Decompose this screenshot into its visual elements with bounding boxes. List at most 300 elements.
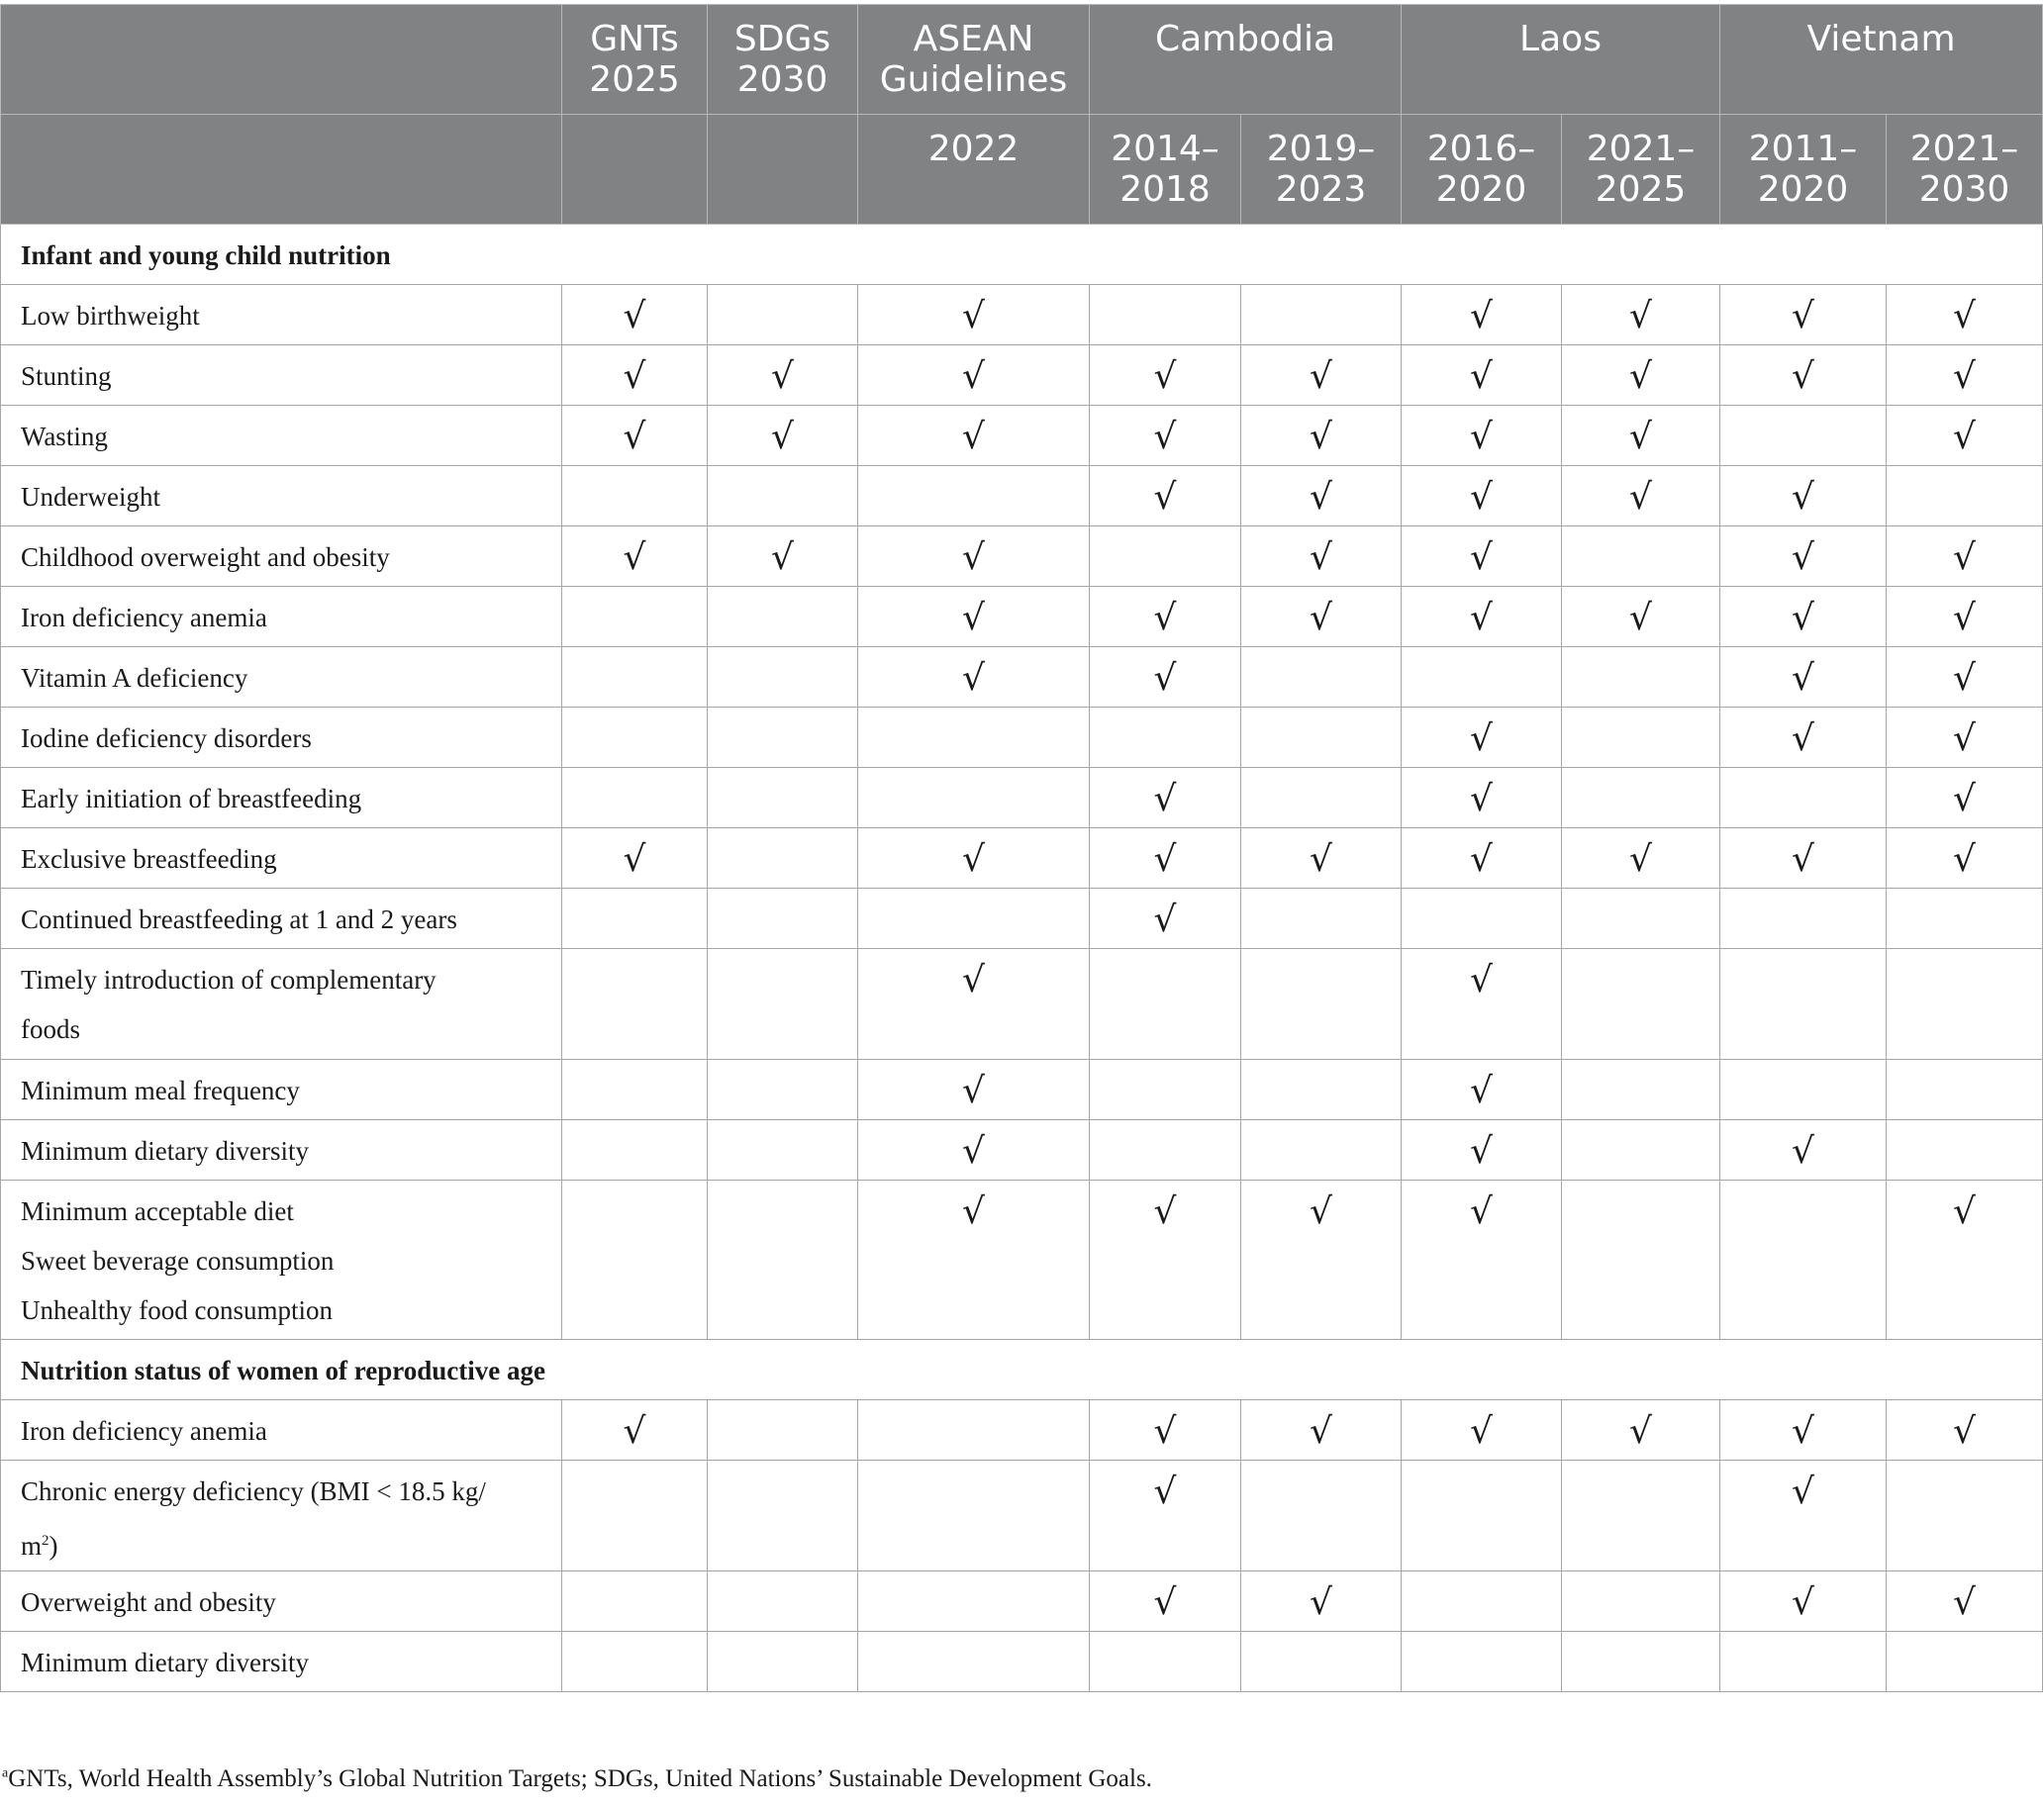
- table-row: [1, 828, 2043, 889]
- check-mark-cell: [1720, 285, 1887, 345]
- header-year-vietnam-1: 2011– 2020: [1720, 115, 1887, 225]
- empty-cell: [562, 1461, 708, 1571]
- check-mark-cell: [1090, 647, 1241, 708]
- check-mark-cell: [1887, 1571, 2043, 1632]
- check-mark-cell: [1887, 345, 2043, 406]
- check-mark-icon: √: [1310, 598, 1332, 638]
- empty-cell: [1562, 768, 1720, 828]
- check-mark-icon: √: [1792, 1582, 1814, 1623]
- check-mark-cell: [1720, 708, 1887, 768]
- empty-cell: [1720, 1181, 1887, 1340]
- check-mark-icon: √: [1953, 658, 1976, 699]
- empty-cell: [708, 285, 858, 345]
- check-mark-icon: √: [1310, 477, 1332, 518]
- check-mark-cell: [1241, 1400, 1402, 1461]
- check-mark-icon: √: [1953, 598, 1976, 638]
- empty-cell: [1887, 889, 2043, 949]
- check-mark-icon: √: [1310, 1582, 1332, 1623]
- table-row: [1, 587, 2043, 647]
- empty-cell: [708, 1571, 858, 1632]
- empty-cell: [1402, 889, 1562, 949]
- check-mark-cell: [1720, 466, 1887, 526]
- check-mark-icon: √: [1953, 1191, 1976, 1232]
- check-mark-cell: [562, 406, 708, 466]
- check-mark-icon: √: [1153, 1411, 1177, 1452]
- empty-cell: [1090, 285, 1241, 345]
- check-mark-icon: √: [1470, 1131, 1493, 1172]
- check-mark-icon: √: [623, 537, 646, 578]
- empty-cell: [562, 708, 708, 768]
- check-mark-icon: √: [1792, 1131, 1814, 1172]
- check-mark-icon: √: [1629, 1411, 1652, 1452]
- check-mark-icon: √: [1629, 417, 1652, 457]
- row-label: Iron deficiency anemia: [1, 587, 562, 647]
- check-mark-icon: √: [1470, 779, 1493, 819]
- table-row: [1, 647, 2043, 708]
- check-mark-cell: [1402, 526, 1562, 587]
- check-mark-cell: [858, 345, 1090, 406]
- empty-cell: [708, 1632, 858, 1692]
- check-mark-icon: √: [1153, 356, 1177, 397]
- check-mark-cell: [1562, 406, 1720, 466]
- check-mark-icon: √: [1470, 537, 1493, 578]
- check-mark-icon: √: [1153, 477, 1177, 518]
- header-year-laos-1: 2016– 2020: [1402, 115, 1562, 225]
- empty-cell: [1562, 1571, 1720, 1632]
- check-mark-cell: [1720, 828, 1887, 889]
- check-mark-cell: [1402, 285, 1562, 345]
- check-mark-cell: [1562, 1400, 1720, 1461]
- table-header: [1, 5, 2043, 225]
- row-label: Iodine deficiency disorders: [1, 708, 562, 768]
- empty-cell: [1887, 1632, 2043, 1692]
- header-empty-cell: [562, 115, 708, 225]
- check-mark-cell: [1887, 587, 2043, 647]
- check-mark-icon: √: [962, 598, 985, 638]
- check-mark-icon: √: [1629, 598, 1652, 638]
- check-mark-icon: √: [1792, 537, 1814, 578]
- check-mark-icon: √: [1310, 537, 1332, 578]
- empty-cell: [1402, 1461, 1562, 1571]
- check-mark-icon: √: [1310, 356, 1332, 397]
- check-mark-cell: [1090, 1181, 1241, 1340]
- check-mark-cell: [1402, 466, 1562, 526]
- empty-cell: [562, 466, 708, 526]
- check-mark-icon: √: [1470, 477, 1493, 518]
- row-label: Minimum dietary diversity: [1, 1120, 562, 1181]
- empty-cell: [708, 1181, 858, 1340]
- check-mark-icon: √: [623, 417, 646, 457]
- row-label: Exclusive breastfeeding: [1, 828, 562, 889]
- check-mark-icon: √: [1310, 1411, 1332, 1452]
- check-mark-icon: √: [962, 1071, 985, 1111]
- check-mark-cell: [1090, 1400, 1241, 1461]
- check-mark-cell: [1887, 708, 2043, 768]
- empty-cell: [1241, 768, 1402, 828]
- header-empty-cell: [708, 115, 858, 225]
- check-mark-icon: √: [1153, 1191, 1177, 1232]
- check-mark-cell: [1402, 1120, 1562, 1181]
- row-label: [1, 1461, 562, 1571]
- check-mark-icon: √: [1470, 356, 1493, 397]
- empty-cell: [562, 1571, 708, 1632]
- table-row: [1, 1060, 2043, 1120]
- empty-cell: [1241, 1632, 1402, 1692]
- empty-cell: [1887, 1060, 2043, 1120]
- check-mark-cell: [1562, 345, 1720, 406]
- row-label: [1, 949, 562, 1060]
- check-mark-icon: √: [1153, 598, 1177, 638]
- empty-cell: [1887, 1120, 2043, 1181]
- empty-cell: [1562, 647, 1720, 708]
- empty-cell: [1090, 1120, 1241, 1181]
- check-mark-icon: √: [771, 537, 794, 578]
- empty-cell: [1402, 1632, 1562, 1692]
- row-label-superscript: 2: [42, 1533, 49, 1549]
- check-mark-cell: [1090, 587, 1241, 647]
- check-mark-cell: [1402, 768, 1562, 828]
- check-mark-icon: √: [1792, 839, 1814, 880]
- empty-cell: [708, 828, 858, 889]
- check-mark-cell: [1241, 406, 1402, 466]
- check-mark-icon: √: [1792, 477, 1814, 518]
- check-mark-icon: √: [962, 417, 985, 457]
- check-mark-icon: √: [1953, 1582, 1976, 1623]
- header-laos: Laos: [1402, 5, 1720, 115]
- check-mark-icon: √: [1153, 658, 1177, 699]
- table-row: [1, 949, 2043, 1060]
- check-mark-icon: √: [1792, 1411, 1814, 1452]
- row-label-line: [21, 1516, 561, 1570]
- empty-cell: [1402, 1571, 1562, 1632]
- row-label: Early initiation of breastfeeding: [1, 768, 562, 828]
- check-mark-icon: √: [1153, 900, 1177, 940]
- check-mark-cell: [1887, 1181, 2043, 1340]
- check-mark-cell: [1562, 285, 1720, 345]
- check-mark-icon: √: [1470, 1071, 1493, 1111]
- check-mark-icon: √: [1629, 477, 1652, 518]
- table-row: [1, 406, 2043, 466]
- check-mark-icon: √: [1953, 779, 1976, 819]
- table-row: [1, 466, 2043, 526]
- check-mark-cell: [1090, 406, 1241, 466]
- check-mark-cell: [858, 828, 1090, 889]
- check-mark-cell: [1562, 466, 1720, 526]
- check-mark-icon: √: [771, 417, 794, 457]
- check-mark-icon: √: [1953, 718, 1976, 759]
- row-label: Underweight: [1, 466, 562, 526]
- check-mark-cell: [1402, 708, 1562, 768]
- check-mark-cell: [1720, 345, 1887, 406]
- check-mark-cell: [1887, 1400, 2043, 1461]
- check-mark-icon: √: [1153, 779, 1177, 819]
- check-mark-icon: √: [1629, 356, 1652, 397]
- check-mark-cell: [1241, 526, 1402, 587]
- check-mark-cell: [1887, 828, 2043, 889]
- header-asean: ASEAN Guidelines: [858, 5, 1090, 115]
- check-mark-icon: √: [962, 658, 985, 699]
- empty-cell: [1241, 1120, 1402, 1181]
- table-row: [1, 1571, 2043, 1632]
- check-mark-cell: [1402, 1181, 1562, 1340]
- check-mark-icon: √: [1310, 1191, 1332, 1232]
- check-mark-icon: √: [1953, 296, 1976, 336]
- check-mark-icon: √: [1953, 537, 1976, 578]
- table-row: [1, 1181, 2043, 1340]
- table-row: [1, 1400, 2043, 1461]
- check-mark-cell: [858, 406, 1090, 466]
- empty-cell: [708, 949, 858, 1060]
- table-row: [1, 526, 2043, 587]
- empty-cell: [1241, 1060, 1402, 1120]
- check-mark-icon: √: [1470, 417, 1493, 457]
- check-mark-cell: [1562, 828, 1720, 889]
- check-mark-icon: √: [962, 296, 985, 336]
- check-mark-cell: [1241, 466, 1402, 526]
- check-mark-cell: [562, 828, 708, 889]
- empty-cell: [1562, 1181, 1720, 1340]
- check-mark-cell: [858, 1120, 1090, 1181]
- check-mark-icon: √: [623, 296, 646, 336]
- row-label-unit: m: [21, 1531, 43, 1561]
- empty-cell: [1562, 526, 1720, 587]
- check-mark-icon: √: [1470, 296, 1493, 336]
- check-mark-cell: [1090, 889, 1241, 949]
- check-mark-cell: [858, 949, 1090, 1060]
- check-mark-cell: [708, 406, 858, 466]
- check-mark-cell: [1090, 768, 1241, 828]
- empty-cell: [1720, 949, 1887, 1060]
- empty-cell: [1720, 406, 1887, 466]
- check-mark-icon: √: [623, 356, 646, 397]
- check-mark-cell: [562, 526, 708, 587]
- empty-cell: [562, 647, 708, 708]
- check-mark-cell: [858, 587, 1090, 647]
- header-year-asean: 2022: [858, 115, 1090, 225]
- check-mark-cell: [858, 1060, 1090, 1120]
- empty-cell: [1562, 949, 1720, 1060]
- check-mark-cell: [1090, 345, 1241, 406]
- header-sdgs: SDGs 2030: [708, 5, 858, 115]
- empty-cell: [708, 768, 858, 828]
- check-mark-cell: [562, 285, 708, 345]
- header-year-cambodia-1: 2014– 2018: [1090, 115, 1241, 225]
- check-mark-cell: [1720, 1571, 1887, 1632]
- check-mark-cell: [562, 345, 708, 406]
- empty-cell: [562, 889, 708, 949]
- row-label: Childhood overweight and obesity: [1, 526, 562, 587]
- table-row: [1, 1461, 2043, 1571]
- check-mark-icon: √: [623, 839, 646, 880]
- table-row: [1, 345, 2043, 406]
- empty-cell: [1090, 1060, 1241, 1120]
- header-row-2: [1, 115, 2043, 225]
- check-mark-cell: [1720, 647, 1887, 708]
- check-mark-icon: √: [1953, 356, 1976, 397]
- check-mark-cell: [1402, 1060, 1562, 1120]
- header-year-vietnam-2: 2021– 2030: [1887, 115, 2043, 225]
- footnote-text: GNTs, World Health Assembly’s Global Nutrition Targets; SDGs, United Nations’ Sustainable Development Goals.: [8, 1765, 1152, 1792]
- empty-cell: [708, 1461, 858, 1571]
- check-mark-icon: √: [1470, 1191, 1493, 1232]
- empty-cell: [1720, 889, 1887, 949]
- header-cambodia: Cambodia: [1090, 5, 1402, 115]
- empty-cell: [858, 1632, 1090, 1692]
- table-row: [1, 708, 2043, 768]
- empty-cell: [858, 1400, 1090, 1461]
- empty-cell: [1562, 1632, 1720, 1692]
- check-mark-icon: √: [771, 356, 794, 397]
- check-mark-icon: √: [1470, 1411, 1493, 1452]
- header-vietnam: Vietnam: [1720, 5, 2043, 115]
- table-row: [1, 1632, 2043, 1692]
- row-label: Stunting: [1, 345, 562, 406]
- empty-cell: [1887, 949, 2043, 1060]
- row-label: Minimum meal frequency: [1, 1060, 562, 1120]
- check-mark-icon: √: [1629, 296, 1652, 336]
- check-mark-cell: [1887, 285, 2043, 345]
- check-mark-icon: √: [623, 1411, 646, 1452]
- header-gnts: GNTs 2025: [562, 5, 708, 115]
- header-row-1: [1, 5, 2043, 115]
- check-mark-cell: [1090, 828, 1241, 889]
- header-year-cambodia-2: 2019– 2023: [1241, 115, 1402, 225]
- row-label-line: Unhealthy food consumption: [21, 1295, 333, 1325]
- check-mark-cell: [1090, 466, 1241, 526]
- check-mark-icon: √: [1953, 1411, 1976, 1452]
- check-mark-icon: √: [1470, 598, 1493, 638]
- check-mark-icon: √: [1470, 718, 1493, 759]
- check-mark-cell: [562, 1400, 708, 1461]
- row-label: [1, 1181, 562, 1340]
- row-label-line: Minimum acceptable diet: [21, 1196, 294, 1226]
- check-mark-icon: √: [1792, 598, 1814, 638]
- empty-cell: [1720, 1632, 1887, 1692]
- table-row: [1, 285, 2043, 345]
- check-mark-cell: [1402, 1400, 1562, 1461]
- empty-cell: [858, 768, 1090, 828]
- check-mark-cell: [708, 526, 858, 587]
- check-mark-cell: [1887, 647, 2043, 708]
- check-mark-icon: √: [1792, 1472, 1814, 1512]
- check-mark-cell: [1720, 1400, 1887, 1461]
- check-mark-cell: [858, 285, 1090, 345]
- section-header-row: [1, 1340, 2043, 1400]
- check-mark-cell: [1402, 828, 1562, 889]
- table-row: [1, 889, 2043, 949]
- row-label: Vitamin A deficiency: [1, 647, 562, 708]
- check-mark-cell: [1241, 1571, 1402, 1632]
- footnote: [2, 1765, 1152, 1793]
- row-label-line: Chronic energy deficiency (BMI < 18.5 kg/: [21, 1476, 486, 1506]
- check-mark-cell: [1241, 345, 1402, 406]
- row-label: Overweight and obesity: [1, 1571, 562, 1632]
- section-header-row: [1, 225, 2043, 285]
- check-mark-icon: √: [962, 1131, 985, 1172]
- check-mark-cell: [1241, 828, 1402, 889]
- empty-cell: [1241, 889, 1402, 949]
- empty-cell: [1090, 1632, 1241, 1692]
- empty-cell: [1090, 949, 1241, 1060]
- check-mark-icon: √: [1629, 839, 1652, 880]
- row-label-line: Sweet beverage consumption: [21, 1246, 335, 1276]
- header-year-laos-2: 2021– 2025: [1562, 115, 1720, 225]
- check-mark-icon: √: [1792, 296, 1814, 336]
- empty-cell: [858, 889, 1090, 949]
- check-mark-cell: [858, 526, 1090, 587]
- empty-cell: [1720, 768, 1887, 828]
- table-body: [1, 225, 2043, 1692]
- row-label-end: ): [49, 1531, 58, 1561]
- header-empty-cell: [1, 115, 562, 225]
- empty-cell: [1562, 889, 1720, 949]
- empty-cell: [1241, 285, 1402, 345]
- check-mark-icon: √: [1953, 839, 1976, 880]
- empty-cell: [708, 587, 858, 647]
- empty-cell: [562, 768, 708, 828]
- check-mark-icon: √: [1792, 718, 1814, 759]
- empty-cell: [1402, 647, 1562, 708]
- check-mark-cell: [1402, 587, 1562, 647]
- check-mark-icon: √: [1470, 960, 1493, 1000]
- empty-cell: [708, 708, 858, 768]
- table-row: [1, 1120, 2043, 1181]
- row-label: Continued breastfeeding at 1 and 2 years: [1, 889, 562, 949]
- check-mark-cell: [1887, 406, 2043, 466]
- check-mark-cell: [1402, 406, 1562, 466]
- empty-cell: [1241, 647, 1402, 708]
- check-mark-cell: [1720, 1461, 1887, 1571]
- check-mark-cell: [1090, 1461, 1241, 1571]
- check-mark-cell: [708, 345, 858, 406]
- empty-cell: [858, 1571, 1090, 1632]
- empty-cell: [708, 1400, 858, 1461]
- check-mark-icon: √: [962, 537, 985, 578]
- empty-cell: [562, 1120, 708, 1181]
- header-empty-cell: [1, 5, 562, 115]
- check-mark-icon: √: [1153, 839, 1177, 880]
- empty-cell: [1887, 466, 2043, 526]
- check-mark-cell: [1402, 949, 1562, 1060]
- check-mark-icon: √: [962, 839, 985, 880]
- check-mark-cell: [1562, 587, 1720, 647]
- empty-cell: [1241, 708, 1402, 768]
- empty-cell: [1562, 1060, 1720, 1120]
- check-mark-icon: √: [1153, 1472, 1177, 1512]
- nutrition-targets-table: [0, 4, 2043, 1692]
- empty-cell: [1241, 949, 1402, 1060]
- check-mark-icon: √: [1310, 417, 1332, 457]
- empty-cell: [708, 1060, 858, 1120]
- check-mark-icon: √: [1153, 417, 1177, 457]
- nutrition-targets-table-container: [0, 4, 2042, 1692]
- empty-cell: [708, 889, 858, 949]
- check-mark-cell: [1720, 526, 1887, 587]
- check-mark-icon: √: [1792, 658, 1814, 699]
- row-label-line: foods: [21, 1014, 80, 1044]
- row-label: Minimum dietary diversity: [1, 1632, 562, 1692]
- check-mark-cell: [1402, 345, 1562, 406]
- row-label: Wasting: [1, 406, 562, 466]
- empty-cell: [708, 647, 858, 708]
- empty-cell: [1090, 526, 1241, 587]
- check-mark-cell: [1720, 587, 1887, 647]
- check-mark-cell: [1241, 587, 1402, 647]
- empty-cell: [1090, 708, 1241, 768]
- empty-cell: [1241, 1461, 1402, 1571]
- row-label: Low birthweight: [1, 285, 562, 345]
- empty-cell: [562, 949, 708, 1060]
